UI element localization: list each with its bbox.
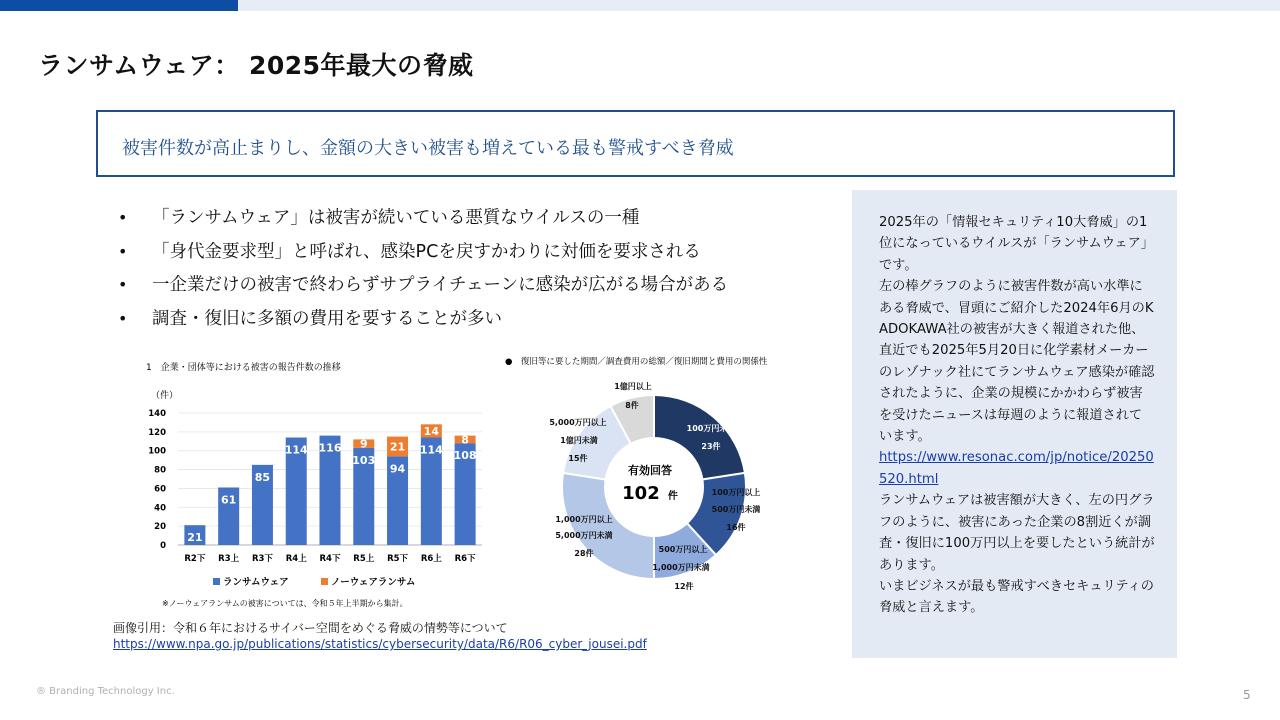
- image-caption: [113, 620, 647, 652]
- pie-label-slice-4-b: 1億円未満: [560, 436, 598, 445]
- bar-chart-note: ※ノーウェアランサムの被害については、令和５年上半期から集計。: [162, 599, 408, 608]
- pie-count-slice-0: 23件: [701, 442, 721, 451]
- bar-chart-y-label: （件）: [151, 391, 179, 401]
- caption-text: 画像引用：令和６年におけるサイバー空間をめぐる脅威の情勢等について: [113, 621, 508, 635]
- y-tick-label: 120: [148, 427, 166, 438]
- bullet-dot-icon: •: [118, 275, 128, 294]
- x-tick-label: R3上: [218, 554, 240, 564]
- bar-data-label-noware: 9: [359, 437, 368, 451]
- y-tick-label: 40: [154, 503, 166, 514]
- bar-chart-bars: [184, 424, 476, 545]
- side-panel-para-4: いまビジネスが最も警戒すべきセキュリティの脅威と言えます。: [879, 578, 1154, 616]
- bar-data-label-noware: 21: [389, 440, 406, 454]
- side-panel-para-1: 2025年の「情報セキュリティ10大脅威」の1位になっているウイルスが「ランサムウェア」です。: [879, 215, 1154, 273]
- headline-text: 被害件数が高止まりし、金額の大きい被害も増えている最も警戒すべき脅威: [122, 138, 734, 159]
- footer-brand: ® Branding Technology Inc.: [36, 686, 175, 697]
- side-panel-para-2: 左の棒グラフのように被害件数が高い水準にある脅威で、冒頭にご紹介した2024年6月のKADOKAWA社の被害が大きく報道された他、直近でも2025年5月20日に化学素材メーカーのレゾナック社にてランサムウェア感染が確認されたように、企業の規模にかかわらず被害を受けたニュースは毎週のように報道されています。: [879, 279, 1155, 445]
- pie-label-slice-1-b: 500万円未満: [711, 505, 761, 514]
- pie-count-slice-5: 8件: [625, 401, 639, 410]
- x-tick-label: R4下: [319, 554, 341, 564]
- x-tick-label: R6上: [420, 554, 442, 564]
- x-tick-label: R5上: [353, 554, 375, 564]
- bar-data-label-ransomware: 21: [187, 531, 203, 545]
- pie-chart-title: ● 復旧等に要した期間／調査費用の総額／復旧期間と費用の関係性: [505, 357, 768, 367]
- x-tick-label: R3下: [251, 554, 273, 564]
- bar-data-label-ransomware: 61: [221, 493, 237, 507]
- pie-label-slice-1-a: 100万円以上: [711, 488, 761, 497]
- bullet-text: 「ランサムウェア」は被害が続いている悪質なウイルスの一種: [152, 208, 640, 228]
- bar-data-label-ransomware: 85: [254, 470, 271, 484]
- bar-data-label-ransomware: 103: [352, 453, 376, 467]
- bar-data-label-ransomware: 94: [389, 462, 406, 476]
- pie-label-slice-5: 1億円以上: [614, 382, 652, 391]
- bullet-dot-icon: •: [118, 241, 128, 261]
- side-panel: [852, 190, 1177, 658]
- bar-data-label-ransomware: 114: [284, 443, 308, 457]
- bar-chart: [140, 353, 485, 613]
- pie-count-slice-2: 12件: [674, 582, 694, 591]
- bar-data-label-ransomware: 108: [453, 449, 477, 463]
- pie-label-slice-2-a: 500万円以上: [658, 545, 708, 554]
- bar-data-label-ransomware: 114: [419, 443, 443, 457]
- pie-center-value: 102: [622, 483, 660, 504]
- side-panel-text: [879, 212, 1155, 619]
- headline-box: [96, 110, 1175, 177]
- y-tick-label: 80: [154, 465, 166, 476]
- bullet-text: 「身代金要求型」と呼ばれ、感染PCを戻すかわりに対価を要求される: [152, 241, 701, 262]
- pie-count-slice-3: 28件: [574, 549, 594, 558]
- x-tick-label: R2下: [184, 554, 206, 564]
- y-tick-label: 60: [154, 484, 166, 495]
- y-tick-label: 100: [148, 446, 166, 457]
- bar-data-label-noware: 8: [461, 433, 469, 447]
- pie-label-slice-3-b: 5,000万円未満: [555, 531, 613, 540]
- bar-data-label-ransomware: 116: [318, 441, 342, 455]
- pie-label-slice-2-b: 1,000万円未満: [652, 563, 710, 572]
- y-tick-label: 140: [148, 409, 166, 419]
- x-tick-label: R4上: [285, 554, 307, 564]
- pie-label-slice-3-a: 1,000万円以上: [555, 515, 613, 524]
- bullet-dot-icon: •: [118, 208, 128, 227]
- bar-data-label-noware: 14: [423, 424, 439, 438]
- top-bar-background: [238, 0, 1280, 11]
- bullet-text: 調査・復旧に多額の費用を要することが多い: [152, 308, 502, 329]
- bullet-item: [112, 239, 728, 273]
- pie-count-slice-4: 15件: [568, 454, 588, 463]
- pie-chart: [500, 353, 810, 598]
- bar-chart-x-ticks: [184, 553, 476, 564]
- caption-link[interactable]: https://www.npa.go.jp/publications/statistics/cybersecurity/data/R6/R06_cyber_jousei.pdf: [113, 637, 647, 651]
- pie-count-slice-1: 16件: [726, 523, 746, 532]
- x-tick-label: R6下: [454, 554, 476, 564]
- legend-swatch-ransomware: [213, 578, 220, 585]
- page-number: 5: [1243, 688, 1251, 702]
- bullet-item: [112, 272, 728, 306]
- y-tick-label: 20: [154, 522, 166, 533]
- bullet-item: [112, 205, 728, 239]
- top-accent-bar: [0, 0, 238, 11]
- bar-chart-legend: [213, 577, 415, 588]
- legend-swatch-noware: [321, 578, 328, 585]
- pie-center-unit: 件: [667, 491, 678, 502]
- legend-label-ransomware: ランサムウェア: [223, 577, 289, 588]
- side-panel-para-3: ランサムウェアは被害額が大きく、左の円グラフのように、被害にあった企業の8割近くが調査・復旧に100万円以上を要したという統計があります。: [879, 493, 1155, 573]
- bar-chart-title: 1 企業・団体等における被害の報告件数の推移: [146, 363, 341, 373]
- pie-label-slice-4-a: 5,000万円以上: [549, 418, 607, 427]
- bullet-item: [112, 306, 728, 340]
- bar-chart-y-ticks: [148, 409, 166, 551]
- resonac-link[interactable]: https://www.resonac.com/jp/notice/20250520.html: [879, 450, 1154, 487]
- bullet-dot-icon: •: [118, 308, 128, 328]
- pie-label-slice-0: 100万円未満: [686, 424, 736, 433]
- pie-center-label: 有効回答: [628, 464, 672, 477]
- y-tick-label: 0: [160, 541, 166, 551]
- slide-title: ランサムウェア： 2025年最大の脅威: [38, 51, 474, 80]
- bullet-list: [112, 205, 728, 339]
- legend-label-noware: ノーウェアランサム: [331, 577, 416, 588]
- x-tick-label: R5下: [387, 554, 409, 564]
- bullet-text: 一企業だけの被害で終わらずサプライチェーンに感染が広がる場合がある: [152, 275, 729, 295]
